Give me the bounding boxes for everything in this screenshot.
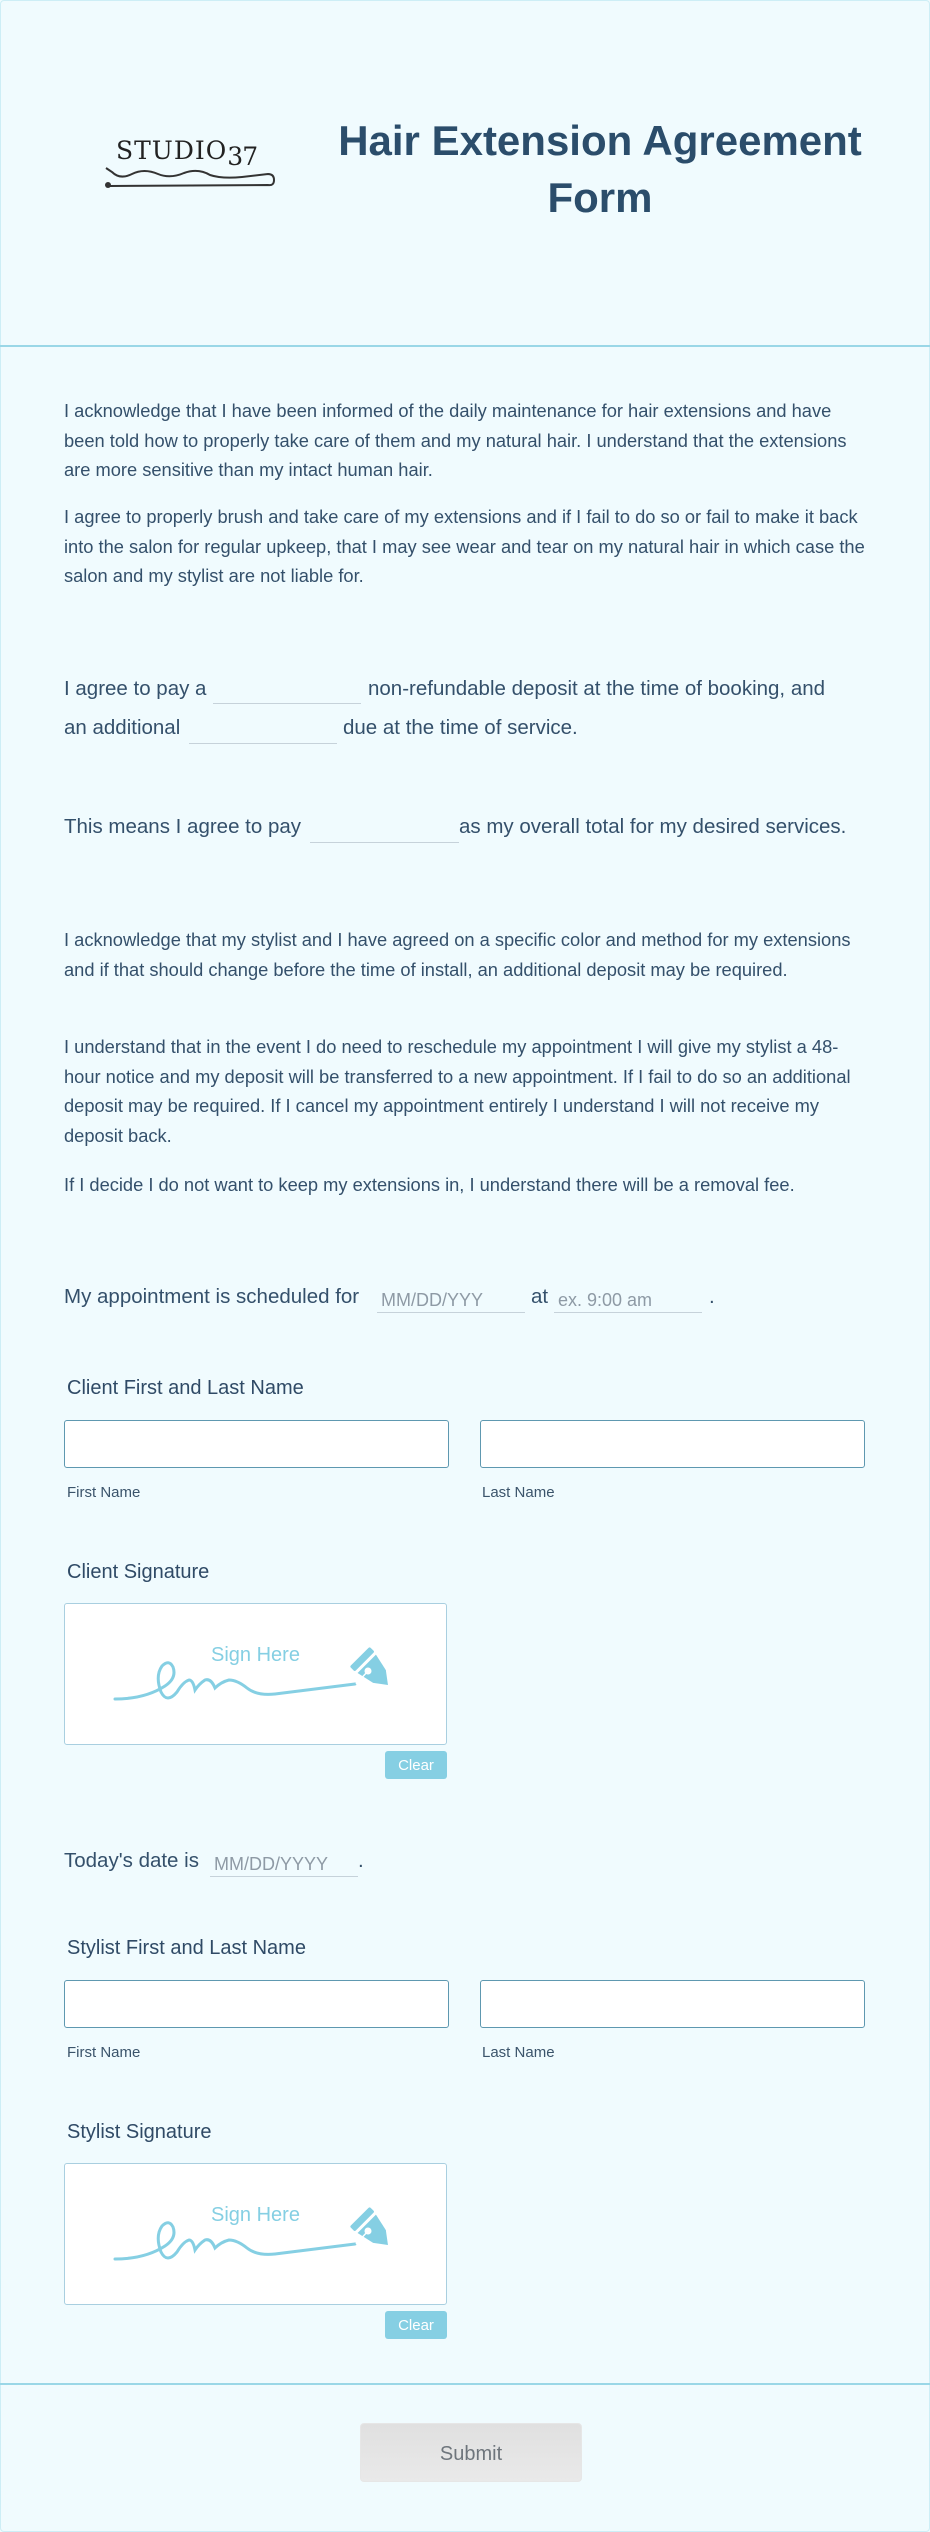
client-signature-label: Client Signature bbox=[67, 1561, 210, 1583]
deposit-input[interactable] bbox=[213, 680, 361, 704]
appointment-at-text: at bbox=[531, 1285, 549, 1308]
page-title: Hair Extension Agreement Form bbox=[338, 117, 862, 221]
client-first-name-input[interactable] bbox=[64, 1420, 449, 1468]
stylist-signature-pad[interactable] bbox=[64, 2163, 447, 2305]
logo-number: 37 bbox=[227, 142, 258, 171]
paragraph-removal-fee: If I decide I do not want to keep my extensions in, I understand there will be a removal fee. bbox=[64, 1174, 795, 1195]
total-text-before: This means I agree to pay bbox=[64, 815, 302, 838]
appointment-period: . bbox=[709, 1285, 715, 1308]
client-signature-pad[interactable] bbox=[64, 1603, 447, 1745]
stylist-signature-label: Stylist Signature bbox=[67, 2121, 212, 2143]
signature-pen-icon bbox=[65, 2164, 448, 2306]
additional-payment-input[interactable] bbox=[189, 720, 337, 744]
appointment-time-input[interactable] bbox=[554, 1289, 702, 1313]
sign-here-placeholder: Sign Here bbox=[211, 1644, 300, 1666]
studio37-logo bbox=[102, 136, 277, 188]
paragraph-reschedule: I understand that in the event I do need to reschedule my appointment I will give my stylist a 48-hour notice and my deposit will be transferred to a new appointment. If I fail to do so an additional deposit may be required. If I cancel my appointment entirely I understand I will not receive my deposit back. bbox=[64, 1036, 851, 1147]
appointment-date-input[interactable] bbox=[377, 1289, 525, 1313]
stylist-last-name-sublabel: Last Name bbox=[482, 2044, 555, 2061]
logo-text: STUDIO bbox=[116, 136, 228, 165]
stylist-signature-clear-button[interactable]: Clear bbox=[385, 2311, 447, 2339]
appointment-text: My appointment is scheduled for bbox=[64, 1285, 360, 1308]
todays-date-period: . bbox=[358, 1849, 364, 1872]
client-signature-clear-button[interactable]: Clear bbox=[385, 1751, 447, 1779]
sign-here-placeholder: Sign Here bbox=[211, 2204, 300, 2226]
client-last-name-input[interactable] bbox=[480, 1420, 865, 1468]
deposit-text-after: non-refundable deposit at the time of booking, and bbox=[368, 677, 826, 700]
stylist-last-name-input[interactable] bbox=[480, 1980, 865, 2028]
bobby-pin-icon bbox=[102, 164, 277, 190]
client-first-name-sublabel: First Name bbox=[67, 1484, 141, 1501]
header-divider bbox=[0, 345, 930, 347]
deposit-text-before: I agree to pay a bbox=[64, 677, 207, 700]
stylist-first-name-input[interactable] bbox=[64, 1980, 449, 2028]
client-last-name-sublabel: Last Name bbox=[482, 1484, 555, 1501]
client-name-label: Client First and Last Name bbox=[67, 1377, 304, 1399]
signature-pen-icon bbox=[65, 1604, 448, 1746]
additional-text-after: due at the time of service. bbox=[343, 716, 578, 739]
stylist-first-name-sublabel: First Name bbox=[67, 2044, 141, 2061]
paragraph-color-method: I acknowledge that my stylist and I have agreed on a specific color and method for my extensions and if that should change before the time of install, an additional deposit may be required. bbox=[64, 929, 851, 980]
todays-date-input[interactable] bbox=[210, 1853, 358, 1877]
stylist-name-label: Stylist First and Last Name bbox=[67, 1937, 306, 1959]
paragraph-maintenance: I acknowledge that I have been informed of the daily maintenance for hair extensions and have been told how to properly take care of them and my natural hair. I understand that the extensions are more sensitive than my intact human hair. bbox=[64, 400, 847, 481]
submit-button[interactable]: Submit bbox=[360, 2423, 582, 2482]
footer-divider bbox=[0, 2383, 930, 2385]
total-text-after: as my overall total for my desired services. bbox=[459, 815, 847, 838]
total-input[interactable] bbox=[310, 819, 459, 843]
additional-text-before: an additional bbox=[64, 716, 181, 739]
paragraph-care: I agree to properly brush and take care of my extensions and if I fail to do so or fail to make it back into the salon for regular upkeep, that I may see wear and tear on my natural hair in which case the salon and my stylist are not liable for. bbox=[64, 506, 865, 587]
todays-date-text: Today's date is bbox=[64, 1849, 199, 1872]
